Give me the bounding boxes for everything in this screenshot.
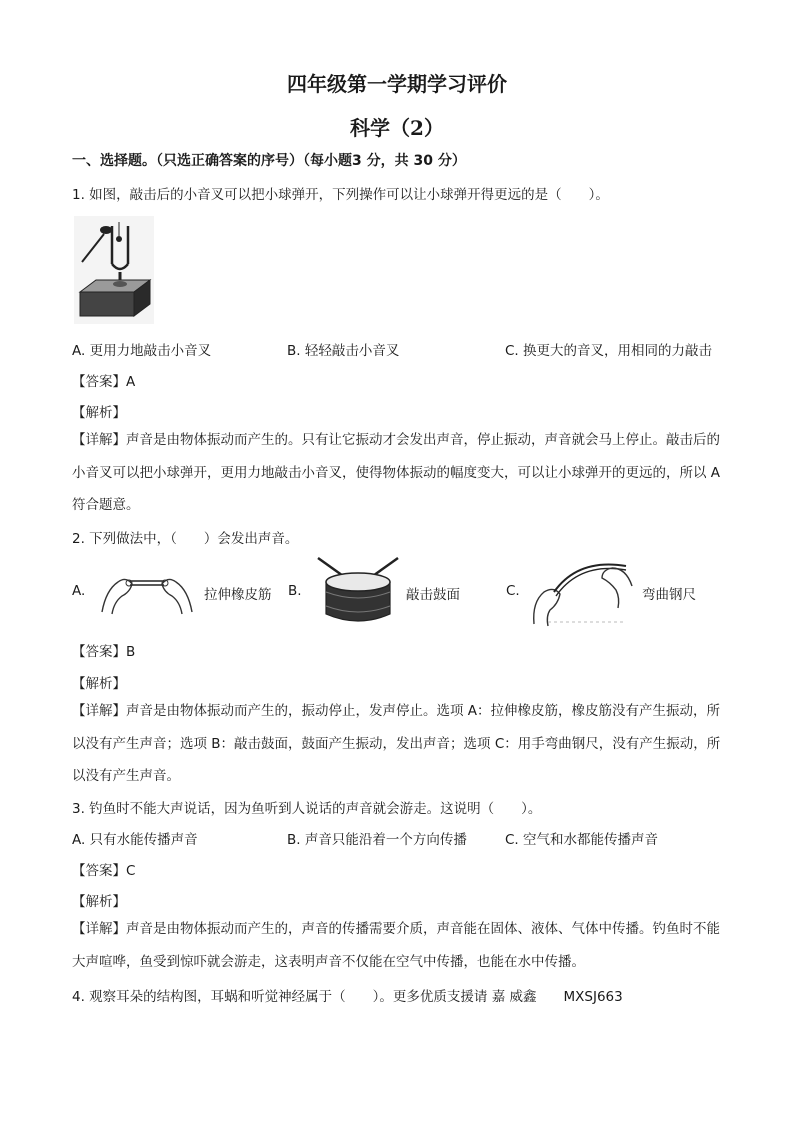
q3-detail: 【详解】声音是由物体振动而产生的，声音的传播需要介质，声音能在固体、液体、气体中传播。钓鱼时不能大声喧哗，鱼受到惊吓就会游走，这表明声音不仅能在空气中传播，也能在水中传播。 xyxy=(72,921,720,970)
q2-answer: 【答案】B xyxy=(72,644,136,660)
q1-detail: 【详解】声音是由物体振动而产生的。只有让它振动才会发出声音，停止振动，声音就会马上停止。敲击后的小音叉可以把小球弹开，更用力地敲击小音叉，使得物体振动的幅度变大，可以让小球弹开的更远的，所以 A 符合题意。 xyxy=(72,432,721,513)
q1-answer: 【答案】A xyxy=(72,374,136,390)
question-1-stem: 1. 如图，敲击后的小音叉可以把小球弹开，下列操作可以让小球弹开得更远的是（ ）。 xyxy=(72,187,609,203)
bending-ruler-figure xyxy=(528,556,638,628)
q3-option-a: A. 只有水能传播声音 xyxy=(72,832,198,848)
q2-option-a-letter: A. xyxy=(72,583,86,599)
question-4-stem: 4. 观察耳朵的结构图，耳蜗和听觉神经属于（ ）。更多优质支援请 嘉 威鑫 MXSJ663 xyxy=(72,989,623,1005)
q3-analysis-label: 【解析】 xyxy=(72,894,126,910)
section-heading: 一、选择题。（只选正确答案的序号）（每小题3 分，共 30 分） xyxy=(72,153,466,169)
q2-option-b-text: 敲击鼓面 xyxy=(406,587,460,603)
q2-detail: 【详解】声音是由物体振动而产生的，振动停止，发声停止。选项 A：拉伸橡皮筋，橡皮筋没有产生振动，所以没有产生声音；选项 B：敲击鼓面，鼓面产生振动，发出声音；选项 C：用手弯曲钢尺，没有产生振动，所以没有产生声音。 xyxy=(72,703,721,784)
q3-option-b: B. 声音只能沿着一个方向传播 xyxy=(287,832,467,848)
q3-answer: 【答案】C xyxy=(72,863,136,879)
q3-option-c: C. 空气和水都能传播声音 xyxy=(505,832,659,848)
q2-analysis-label: 【解析】 xyxy=(72,676,126,692)
q1-analysis-label: 【解析】 xyxy=(72,405,126,421)
q2-option-a-text: 拉伸橡皮筋 xyxy=(204,587,272,603)
drum-figure xyxy=(312,556,404,628)
q2-option-c-text: 弯曲钢尺 xyxy=(642,587,696,603)
page-subtitle: 科学（2） xyxy=(350,116,444,140)
question-3-stem: 3. 钓鱼时不能大声说话，因为鱼听到人说话的声音就会游走。这说明（ ）。 xyxy=(72,801,542,817)
tuning-fork-figure xyxy=(74,216,154,324)
q2-option-b-letter: B. xyxy=(288,583,302,599)
q1-option-b: B. 轻轻敲击小音叉 xyxy=(287,343,400,359)
q1-option-c: C. 换更大的音叉，用相同的力敲击 xyxy=(505,343,713,359)
q1-option-a: A. 更用力地敲击小音叉 xyxy=(72,343,212,359)
q2-option-c-letter: C. xyxy=(506,583,520,599)
page-title: 四年级第一学期学习评价 xyxy=(287,72,507,96)
question-2-stem: 2. 下列做法中，（ ）会发出声音。 xyxy=(72,531,299,547)
rubber-band-hands-figure xyxy=(96,562,198,616)
